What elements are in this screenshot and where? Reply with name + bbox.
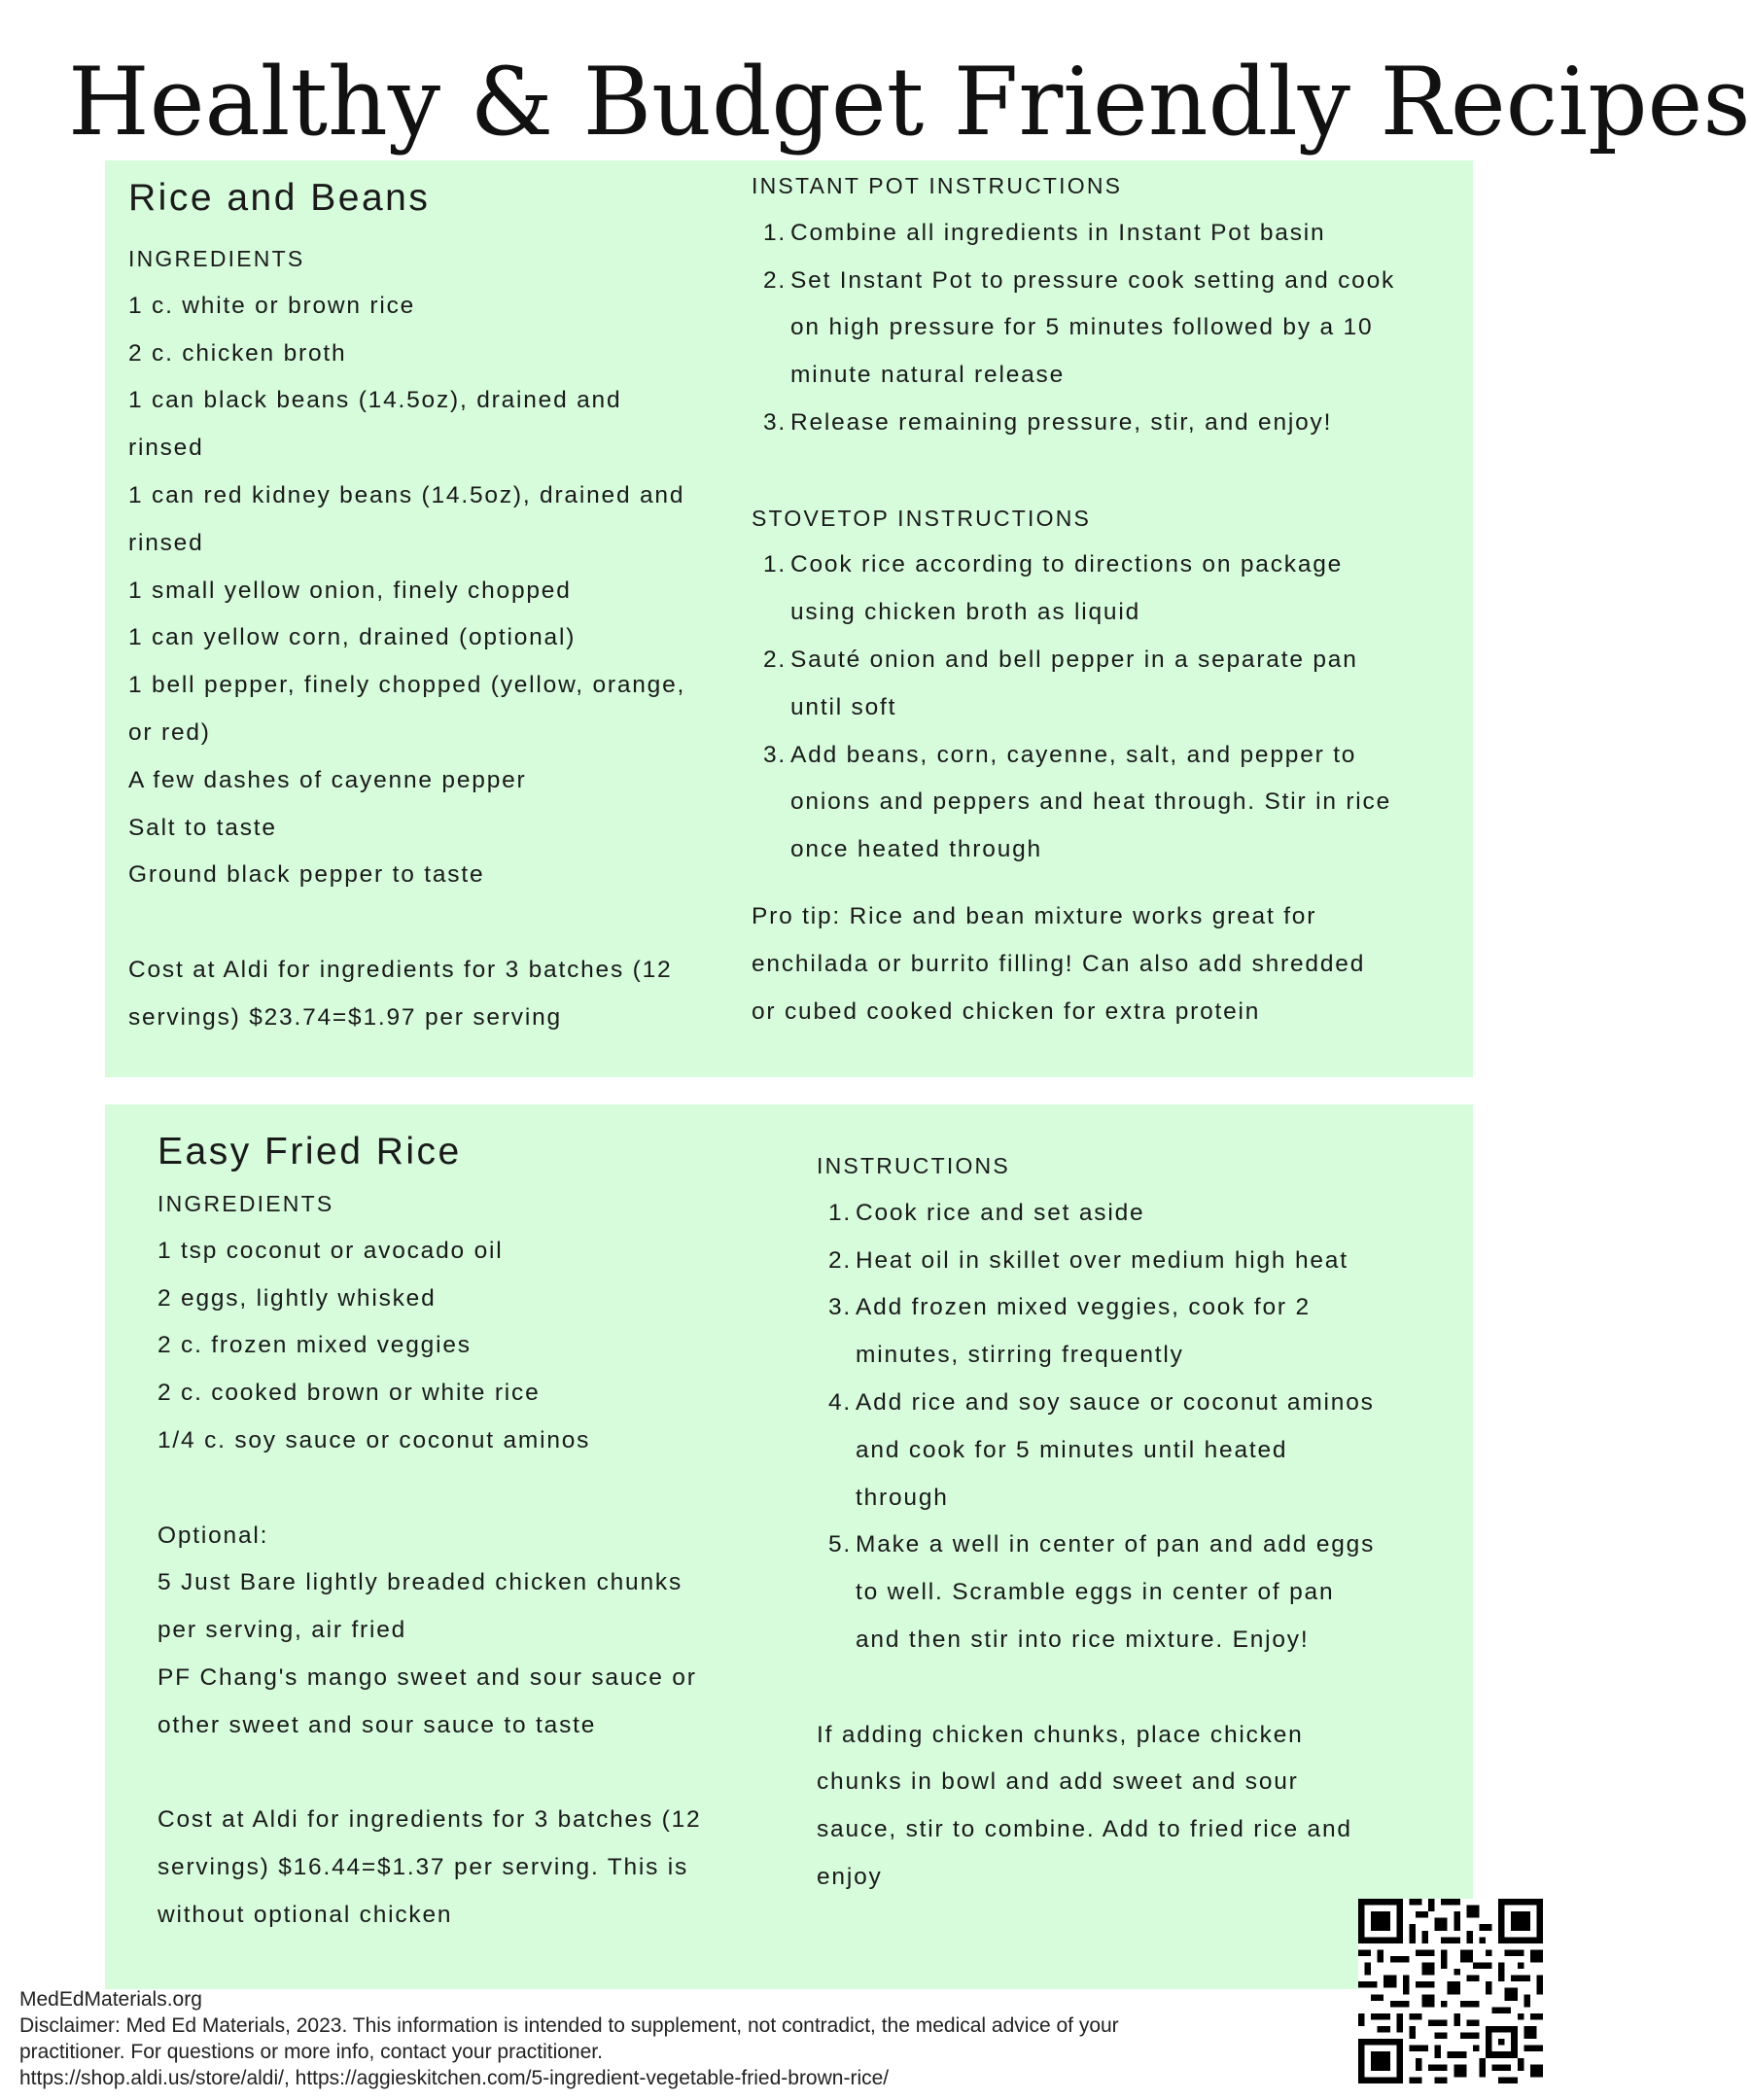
instruction-step [817, 1238, 1468, 1285]
step-text: using chicken broth as liquid [790, 599, 1140, 626]
pro-tip-line: or cubed cooked chicken for extra protein [752, 998, 1261, 1025]
step-number: 5. [827, 1531, 852, 1558]
step-text: through [856, 1484, 949, 1511]
step-text: minutes, stirring frequently [856, 1342, 1184, 1369]
step-text: until soft [790, 693, 897, 720]
ingredient-line: 1 bell pepper, finely chopped (yellow, orange, [128, 672, 686, 699]
instant-pot-heading: INSTANT POT INSTRUCTIONS [752, 173, 1123, 198]
optional-line: PF Chang's mango sweet and sour sauce or [158, 1663, 697, 1691]
step-text: once heated through [790, 836, 1042, 863]
ingredient-line: 1 can yellow corn, drained (optional) [128, 624, 577, 651]
footer [19, 1986, 1342, 2091]
pro-tip [752, 893, 1471, 1035]
step-text: Cook rice and set aside [856, 1199, 1145, 1226]
step-text: Add frozen mixed veggies, cook for 2 [856, 1294, 1311, 1321]
chicken-note-line: enjoy [817, 1863, 883, 1890]
fried-rice-steps [817, 1190, 1468, 1664]
cost-line: servings) $16.44=$1.37 per serving. This is [158, 1854, 689, 1881]
step-number: 2. [827, 1246, 852, 1274]
chicken-note-line: chunks in bowl and add sweet and sour [817, 1768, 1299, 1796]
page-title: Healthy & Budget Friendly Recipes [68, 48, 1751, 157]
step-text: Add rice and soy sauce or coconut aminos [856, 1388, 1375, 1416]
stovetop-steps [752, 542, 1471, 874]
cost-note [158, 1797, 780, 1939]
cost-line: Cost at Aldi for ingredients for 3 batches (12 [128, 956, 673, 983]
step-text: onions and peppers and heat through. Stir in rice [790, 788, 1392, 816]
step-text: Sauté onion and bell pepper in a separate pan [790, 646, 1358, 673]
stovetop-heading: STOVETOP INSTRUCTIONS [752, 505, 1092, 531]
step-number: 4. [827, 1388, 852, 1416]
step-number: 1. [827, 1199, 852, 1226]
recipe-title: Easy Fried Rice [158, 1131, 462, 1172]
ingredients-heading: INGREDIENTS [128, 246, 305, 271]
ingredient-line: 2 c. chicken broth [128, 339, 347, 367]
instant-pot-steps [752, 210, 1471, 447]
optional-line: per serving, air fried [158, 1617, 407, 1644]
pro-tip-line: Pro tip: Rice and bean mixture works great for [752, 902, 1317, 929]
fried-rice-left-column [158, 1124, 780, 1940]
step-text: Make a well in center of pan and add eggs [856, 1531, 1376, 1558]
ingredient-line: or red) [128, 718, 211, 746]
instruction-step [817, 1522, 1468, 1663]
footer-sources[interactable]: https://shop.aldi.us/store/aldi/, https://aggieskitchen.com/5-ingredient-vegetable-fried-brown-rice/ [19, 2067, 890, 2089]
chicken-note [817, 1712, 1468, 1902]
footer-site: MedEdMaterials.org [19, 1988, 202, 2011]
qr-code-icon [1358, 1899, 1543, 2083]
optional-line: 5 Just Bare lightly breaded chicken chunks [158, 1569, 683, 1596]
footer-disclaimer: Disclaimer: Med Ed Materials, 2023. This information is intended to supplement, not contradict, the medical advice of your [19, 2014, 1119, 2037]
step-text: Heat oil in skillet over medium high heat [856, 1246, 1348, 1274]
step-number: 2. [762, 646, 787, 673]
optional-heading: Optional: [158, 1522, 269, 1549]
ingredient-line: rinsed [128, 529, 204, 556]
ingredient-line: A few dashes of cayenne pepper [128, 766, 527, 793]
ingredients-heading: INGREDIENTS [158, 1191, 334, 1216]
ingredient-line: 2 c. cooked brown or white rice [158, 1380, 541, 1407]
ingredient-line: 1/4 c. soy sauce or coconut aminos [158, 1426, 591, 1453]
instruction-step [752, 732, 1471, 874]
instruction-step [752, 210, 1471, 258]
ingredient-line: rinsed [128, 435, 204, 462]
optional-line: other sweet and sour sauce to taste [158, 1711, 597, 1738]
chicken-note-line: If adding chicken chunks, place chicken [817, 1721, 1304, 1748]
ingredient-list [158, 1228, 780, 1465]
ingredient-line: 1 can black beans (14.5oz), drained and [128, 387, 622, 414]
ingredient-line: 1 c. white or brown rice [128, 292, 416, 319]
footer-disclaimer: practitioner. For questions or more info, contact your practitioner. [19, 2041, 603, 2063]
step-number: 3. [762, 741, 787, 768]
chicken-note-line: sauce, stir to combine. Add to fried rice and [817, 1816, 1352, 1843]
step-text: Cook rice according to directions on package [790, 551, 1344, 578]
step-text: to well. Scramble eggs in center of pan [856, 1579, 1335, 1606]
ingredient-line: 2 eggs, lightly whisked [158, 1284, 437, 1312]
ingredient-line: 2 c. frozen mixed veggies [158, 1332, 472, 1359]
ingredient-line: 1 can red kidney beans (14.5oz), drained and [128, 481, 685, 508]
step-number: 2. [762, 266, 787, 294]
step-text: Add beans, corn, cayenne, salt, and pepper to [790, 741, 1357, 768]
instructions-heading: INSTRUCTIONS [817, 1153, 1010, 1178]
optional-list [158, 1559, 780, 1749]
cost-note [128, 947, 751, 1042]
cost-line: servings) $23.74=$1.97 per serving [128, 1003, 562, 1031]
step-text: Release remaining pressure, stir, and enjoy! [790, 408, 1333, 436]
instruction-step [817, 1380, 1468, 1522]
step-text: Set Instant Pot to pressure cook setting and cook [790, 266, 1396, 294]
fried-rice-right-column [817, 1142, 1468, 1902]
step-text: and then stir into rice mixture. Enjoy! [856, 1626, 1310, 1653]
step-number: 3. [762, 408, 787, 436]
instruction-step [817, 1284, 1468, 1380]
ingredient-line: 1 small yellow onion, finely chopped [128, 577, 572, 604]
instruction-step [752, 400, 1471, 447]
ingredient-line: 1 tsp coconut or avocado oil [158, 1237, 504, 1264]
pro-tip-line: enchilada or burrito filling! Can also add shredded [752, 950, 1366, 977]
step-number: 1. [762, 219, 787, 246]
instruction-step [817, 1190, 1468, 1238]
step-text: Combine all ingredients in Instant Pot basin [790, 219, 1326, 246]
cost-line: Cost at Aldi for ingredients for 3 batches (12 [158, 1806, 702, 1834]
step-number: 3. [827, 1294, 852, 1321]
ingredient-line: Ground black pepper to taste [128, 861, 485, 889]
step-text: minute natural release [790, 362, 1066, 389]
step-number: 1. [762, 551, 787, 578]
instruction-step [752, 258, 1471, 400]
cost-line: without optional chicken [158, 1901, 453, 1928]
instruction-step [752, 542, 1471, 637]
step-text: and cook for 5 minutes until heated [856, 1436, 1288, 1463]
ingredient-line: Salt to taste [128, 814, 277, 841]
instruction-step [752, 637, 1471, 732]
step-text: on high pressure for 5 minutes followed by a 10 [790, 314, 1374, 341]
recipe-title: Rice and Beans [128, 177, 431, 219]
rice-and-beans-right-column [752, 162, 1471, 1035]
rice-and-beans-left-column [128, 169, 751, 1042]
ingredient-list [128, 283, 751, 899]
